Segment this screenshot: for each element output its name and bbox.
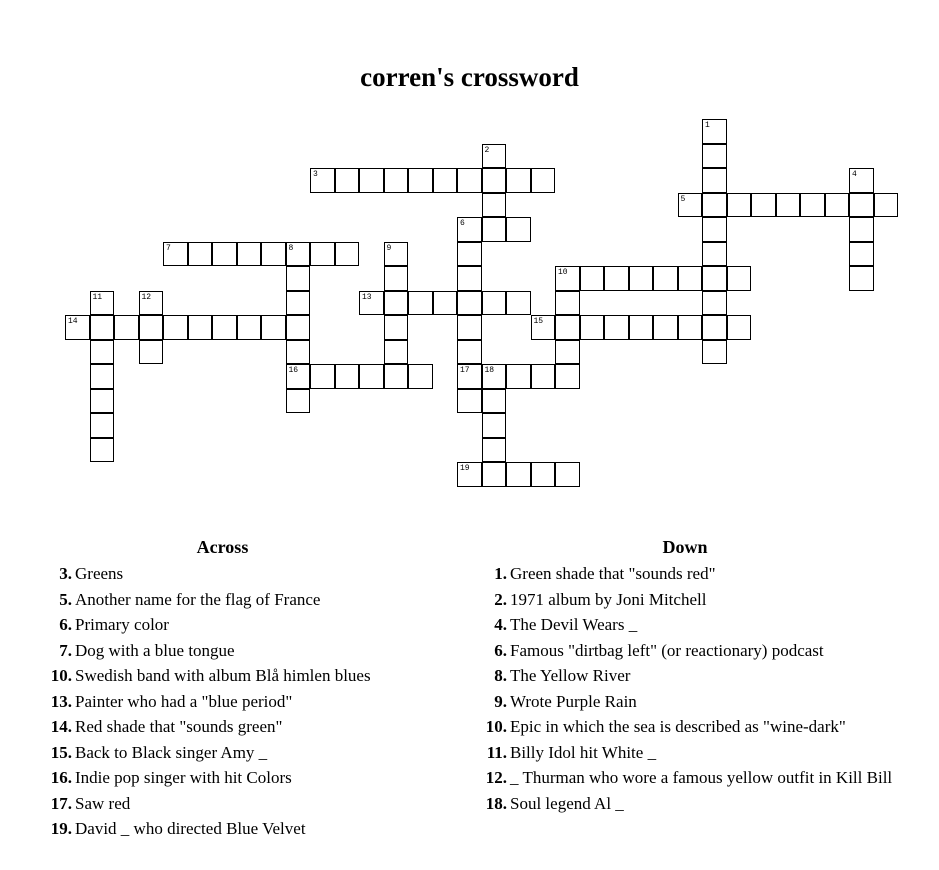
clue-text: Billy Idol hit White _ xyxy=(510,742,657,762)
grid-cell[interactable] xyxy=(457,291,482,316)
grid-cell[interactable] xyxy=(604,266,629,291)
grid-cell[interactable] xyxy=(727,315,752,340)
grid-cell[interactable] xyxy=(408,168,433,193)
clue-number: 5. xyxy=(59,589,72,609)
clue-text: Painter who had a "blue period" xyxy=(75,691,293,711)
cell-number: 11 xyxy=(92,292,103,302)
page-title: corren's crossword xyxy=(360,62,579,92)
grid-cell[interactable] xyxy=(555,364,580,389)
clue-text: Saw red xyxy=(75,793,131,813)
grid-cell[interactable] xyxy=(555,291,580,316)
clue-text: Swedish band with album Blå himlen blues xyxy=(75,666,371,685)
down-clue xyxy=(475,742,905,763)
down-clue xyxy=(475,589,905,610)
grid-cell[interactable] xyxy=(629,315,654,340)
grid-cell[interactable] xyxy=(482,193,507,218)
grid-cell[interactable] xyxy=(65,315,90,340)
grid-cell[interactable] xyxy=(286,315,311,340)
grid-cell[interactable] xyxy=(531,168,556,193)
grid-cell[interactable] xyxy=(433,291,458,316)
across-clues xyxy=(40,537,460,844)
clue-number: 6. xyxy=(494,640,507,660)
cell-number: 2 xyxy=(484,145,490,155)
clue-number: 19. xyxy=(50,819,72,838)
grid-cell[interactable] xyxy=(702,266,727,291)
grid-cell[interactable] xyxy=(90,315,115,340)
cell-number: 17 xyxy=(460,366,470,375)
grid-cell[interactable] xyxy=(482,462,507,487)
across-clue xyxy=(40,818,460,839)
grid-cell[interactable] xyxy=(506,168,531,193)
across-heading: Across xyxy=(196,537,249,557)
down-heading: Down xyxy=(662,537,708,557)
grid-cell[interactable] xyxy=(457,315,482,340)
grid-cell[interactable] xyxy=(506,462,531,487)
grid-cell[interactable] xyxy=(188,315,213,340)
cell-number: 14 xyxy=(68,317,78,326)
grid-cell[interactable] xyxy=(506,217,531,242)
clue-number: 1. xyxy=(494,564,507,583)
grid-cell[interactable] xyxy=(90,364,115,389)
grid-cell[interactable] xyxy=(90,438,115,463)
grid-cell[interactable] xyxy=(482,217,507,242)
clue-text: Greens xyxy=(75,564,124,583)
grid-cell[interactable] xyxy=(457,389,482,414)
grid-cell[interactable] xyxy=(482,168,507,193)
down-clue xyxy=(475,665,905,686)
grid-cell[interactable] xyxy=(457,266,482,291)
clue-number: 2. xyxy=(494,589,507,609)
grid-cell[interactable] xyxy=(482,364,507,389)
down-clue xyxy=(475,614,905,635)
clue-text: Dog with a blue tongue xyxy=(75,640,235,660)
cell-number: 12 xyxy=(141,292,152,302)
clue-text: Green shade that "sounds red" xyxy=(510,564,716,583)
grid-cell[interactable] xyxy=(286,389,311,414)
grid-cell[interactable] xyxy=(310,168,335,193)
cell-number: 15 xyxy=(533,317,544,326)
grid-cell[interactable] xyxy=(849,168,874,193)
clue-text: _ Thurman who wore a famous yellow outfit in Kill Bill xyxy=(510,768,893,787)
grid-cell[interactable] xyxy=(482,291,507,316)
cell-number: 9 xyxy=(386,243,392,253)
down-clue xyxy=(475,793,905,814)
clue-text: Famous "dirtbag left" (or reactionary) podcast xyxy=(510,640,824,660)
grid-cell[interactable] xyxy=(237,315,262,340)
across-clue xyxy=(40,665,460,686)
grid-cell[interactable] xyxy=(555,340,580,365)
clue-number: 18. xyxy=(485,793,507,813)
across-clue xyxy=(40,767,460,788)
grid-cell[interactable] xyxy=(653,315,678,340)
down-clue xyxy=(475,767,905,788)
grid-cell[interactable] xyxy=(457,242,482,267)
grid-cell[interactable] xyxy=(457,364,482,389)
grid-cell[interactable] xyxy=(335,242,360,267)
clue-number: 15. xyxy=(50,742,72,762)
clue-text: Another name for the flag of France xyxy=(75,589,321,609)
grid-cell[interactable] xyxy=(359,168,384,193)
clue-text: David _ who directed Blue Velvet xyxy=(75,819,306,838)
cell-number: 6 xyxy=(460,219,465,228)
grid-cell[interactable] xyxy=(580,266,605,291)
grid-cell[interactable] xyxy=(702,144,727,169)
grid-cell[interactable] xyxy=(335,168,360,193)
grid-cell[interactable] xyxy=(457,340,482,365)
grid-cell[interactable] xyxy=(506,291,531,316)
across-clue xyxy=(40,742,460,763)
cell-number: 7 xyxy=(166,243,171,253)
clue-number: 13. xyxy=(50,691,72,711)
clue-number: 12. xyxy=(485,768,507,787)
grid-cell[interactable] xyxy=(629,266,654,291)
grid-cell[interactable] xyxy=(678,193,703,218)
across-clue xyxy=(40,614,460,635)
cell-number: 5 xyxy=(680,194,686,204)
clue-text: Soul legend Al _ xyxy=(510,793,624,813)
grid-cell[interactable] xyxy=(727,266,752,291)
grid-cell[interactable] xyxy=(678,266,703,291)
grid-cell[interactable] xyxy=(702,119,727,144)
grid-cell[interactable] xyxy=(163,242,188,267)
grid-cell[interactable] xyxy=(702,168,727,193)
grid-cell[interactable] xyxy=(751,193,776,218)
clue-number: 9. xyxy=(494,691,507,711)
grid-cell[interactable] xyxy=(384,315,409,340)
grid-cell[interactable] xyxy=(286,364,311,389)
cell-number: 13 xyxy=(362,292,372,302)
grid-cell[interactable] xyxy=(825,193,850,218)
grid-cell[interactable] xyxy=(702,340,727,365)
across-clue-list xyxy=(40,563,460,839)
cell-number: 1 xyxy=(705,121,710,130)
grid-cell[interactable] xyxy=(384,291,409,316)
cell-number: 18 xyxy=(484,366,495,375)
grid-cell[interactable] xyxy=(139,340,164,365)
grid-cell[interactable] xyxy=(90,291,115,316)
clue-number: 4. xyxy=(494,615,507,634)
grid-cell[interactable] xyxy=(261,242,286,267)
across-clue xyxy=(40,563,460,584)
clue-number: 6. xyxy=(59,615,72,634)
clue-number: 14. xyxy=(50,717,72,736)
grid-cell[interactable] xyxy=(457,168,482,193)
grid-cell[interactable] xyxy=(874,193,899,218)
clue-number: 8. xyxy=(494,666,507,685)
grid-cell[interactable] xyxy=(359,364,384,389)
grid-cell[interactable] xyxy=(286,242,311,267)
grid-cell[interactable] xyxy=(286,340,311,365)
clue-text: The Devil Wears _ xyxy=(510,615,638,634)
grid-cell[interactable] xyxy=(531,315,556,340)
clue-text: Epic in which the sea is described as "wine-dark" xyxy=(510,717,846,736)
grid-cell[interactable] xyxy=(188,242,213,267)
grid-cell[interactable] xyxy=(335,364,360,389)
clue-text: Primary color xyxy=(75,615,169,634)
down-clue xyxy=(475,563,905,584)
grid-cell[interactable] xyxy=(531,364,556,389)
grid-cell[interactable] xyxy=(482,144,507,169)
grid-cell[interactable] xyxy=(90,413,115,438)
grid-cell[interactable] xyxy=(555,315,580,340)
grid-cell[interactable] xyxy=(702,315,727,340)
grid-cell[interactable] xyxy=(261,315,286,340)
grid-cell[interactable] xyxy=(457,462,482,487)
grid-cell[interactable] xyxy=(139,315,164,340)
down-clue xyxy=(475,716,905,737)
grid-cell[interactable] xyxy=(212,315,237,340)
clue-number: 10. xyxy=(485,717,507,736)
cell-number: 10 xyxy=(558,268,568,277)
grid-cell[interactable] xyxy=(310,364,335,389)
cell-number: 16 xyxy=(288,366,299,375)
across-clue xyxy=(40,793,460,814)
grid-cell[interactable] xyxy=(408,291,433,316)
grid-cell[interactable] xyxy=(359,291,384,316)
clue-number: 7. xyxy=(59,640,72,660)
grid-cell[interactable] xyxy=(212,242,237,267)
grid-cell[interactable] xyxy=(482,438,507,463)
grid-cell[interactable] xyxy=(776,193,801,218)
down-clue xyxy=(475,691,905,712)
down-clue-list xyxy=(475,563,905,814)
grid-cell[interactable] xyxy=(702,217,727,242)
grid-cell[interactable] xyxy=(849,217,874,242)
grid-cell[interactable] xyxy=(506,364,531,389)
grid-cell[interactable] xyxy=(555,462,580,487)
clue-number: 10. xyxy=(50,666,72,685)
grid-cell[interactable] xyxy=(384,242,409,267)
grid-cell[interactable] xyxy=(482,389,507,414)
across-clue xyxy=(40,589,460,610)
clue-number: 11. xyxy=(486,742,507,762)
grid-cell[interactable] xyxy=(114,315,139,340)
down-clue xyxy=(475,640,905,661)
grid-cell[interactable] xyxy=(310,242,335,267)
across-clue xyxy=(40,640,460,661)
grid-cell[interactable] xyxy=(384,364,409,389)
grid-cell[interactable] xyxy=(702,242,727,267)
clue-number: 16. xyxy=(50,768,72,787)
grid-cell[interactable] xyxy=(90,389,115,414)
grid-cell[interactable] xyxy=(408,364,433,389)
grid-cell[interactable] xyxy=(849,266,874,291)
cell-number: 19 xyxy=(460,464,470,473)
grid-cell[interactable] xyxy=(286,291,311,316)
grid-cell[interactable] xyxy=(433,168,458,193)
grid-cell[interactable] xyxy=(384,266,409,291)
grid-cell[interactable] xyxy=(849,242,874,267)
grid-cell[interactable] xyxy=(90,340,115,365)
cell-number: 3 xyxy=(313,170,318,179)
grid-cell[interactable] xyxy=(849,193,874,218)
across-clue xyxy=(40,716,460,737)
grid-cell[interactable] xyxy=(531,462,556,487)
clue-number: 17. xyxy=(50,793,72,813)
grid-cell[interactable] xyxy=(457,217,482,242)
grid-cell[interactable] xyxy=(555,266,580,291)
grid-cell[interactable] xyxy=(800,193,825,218)
grid-cell[interactable] xyxy=(286,266,311,291)
clue-text: Indie pop singer with hit Colors xyxy=(75,768,292,787)
cell-number: 8 xyxy=(288,243,294,253)
grid-cell[interactable] xyxy=(384,340,409,365)
grid-cell[interactable] xyxy=(727,193,752,218)
grid-cell[interactable] xyxy=(702,291,727,316)
clue-number: 3. xyxy=(59,564,72,583)
clue-text: Back to Black singer Amy _ xyxy=(75,742,268,762)
grid-cell[interactable] xyxy=(482,413,507,438)
clue-text: The Yellow River xyxy=(510,666,631,685)
grid-cell[interactable] xyxy=(237,242,262,267)
grid-cell[interactable] xyxy=(384,168,409,193)
grid-cell[interactable] xyxy=(139,291,164,316)
across-clue xyxy=(40,691,460,712)
grid-cell[interactable] xyxy=(653,266,678,291)
cell-number: 4 xyxy=(852,170,857,179)
grid-cell[interactable] xyxy=(678,315,703,340)
clue-text: Red shade that "sounds green" xyxy=(75,717,283,736)
grid-cell[interactable] xyxy=(702,193,727,218)
clue-text: 1971 album by Joni Mitchell xyxy=(510,589,707,609)
grid-cell[interactable] xyxy=(580,315,605,340)
clue-text: Wrote Purple Rain xyxy=(510,691,637,711)
grid-cell[interactable] xyxy=(163,315,188,340)
grid-cell[interactable] xyxy=(604,315,629,340)
down-clues xyxy=(475,537,905,818)
